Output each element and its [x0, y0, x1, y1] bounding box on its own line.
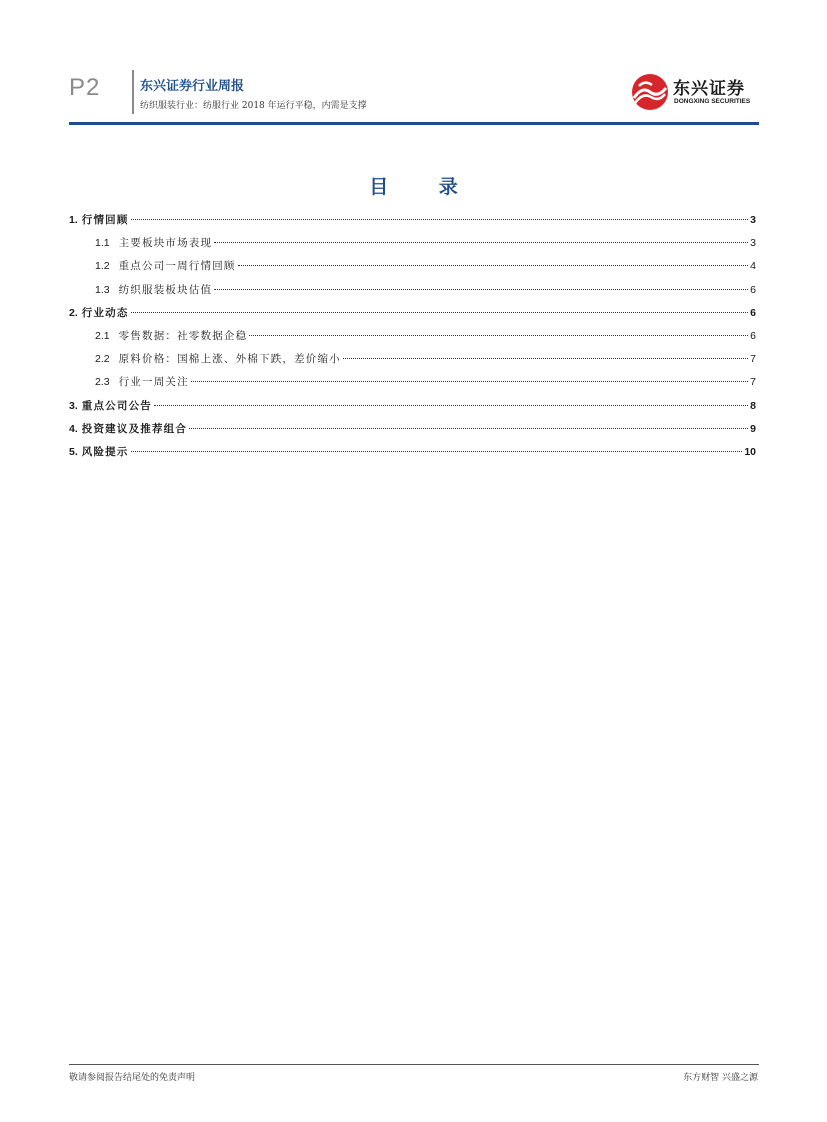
toc-leader: [238, 265, 749, 266]
toc-entry-number: 1.2: [95, 260, 110, 273]
toc-entry-page: 8: [750, 399, 756, 412]
toc-entry-text: 行情回顾: [81, 214, 129, 226]
header-rule: [69, 122, 759, 125]
toc-leader: [131, 219, 749, 220]
toc-entry-text: 主要板块市场表现: [118, 237, 213, 250]
toc-entry-page: 10: [744, 445, 756, 458]
toc-entry-page: 9: [750, 422, 756, 435]
toc-entry-number: 5.: [69, 445, 78, 458]
toc-entry-page: 7: [750, 353, 756, 366]
toc-entry-page: 4: [750, 260, 756, 273]
toc-entry[interactable]: [69, 421, 756, 444]
toc-entry-number: 2.1: [95, 329, 110, 342]
toc-entry-page: 6: [750, 283, 756, 296]
toc-entry-text: 行业动态: [81, 306, 129, 319]
toc-leader: [154, 405, 748, 406]
toc-entry-page: 3: [750, 214, 756, 226]
table-of-contents: [69, 212, 756, 467]
toc-entry[interactable]: [69, 374, 756, 397]
toc-leader: [214, 289, 748, 290]
logo-emblem-icon: [630, 72, 670, 112]
report-subtitle: 纺织服装行业：纺服行业 2018 年运行平稳，内需是支撑: [140, 101, 367, 111]
toc-entry-text: 纺织服装板块估值: [118, 283, 213, 296]
toc-entry-page: 6: [750, 329, 756, 342]
toc-entry-page: 6: [750, 306, 756, 319]
toc-entry[interactable]: [69, 398, 756, 421]
toc-entry-text: 行业一周关注: [118, 376, 189, 389]
toc-entry[interactable]: [69, 258, 756, 281]
header-divider: [132, 70, 134, 114]
toc-title: 目 录: [369, 176, 480, 198]
logo-name-en: DONGXING SECURITIES: [674, 98, 751, 105]
toc-entry-number: 1.3: [95, 283, 110, 296]
toc-entry[interactable]: [69, 351, 756, 374]
toc-entry-text: 零售数据：社零数据企稳: [118, 329, 248, 342]
footer-slogan: 东方财智 兴盛之源: [683, 1073, 758, 1083]
toc-entry[interactable]: [69, 328, 756, 351]
toc-leader: [131, 312, 749, 313]
toc-entry-number: 1.: [69, 214, 78, 226]
logo-name-cn: 东兴证券: [673, 79, 745, 99]
toc-entry-text: 风险提示: [81, 445, 129, 458]
toc-entry-page: 7: [750, 376, 756, 389]
toc-leader: [343, 358, 748, 359]
toc-leader: [249, 335, 748, 336]
toc-entry-page: 3: [750, 237, 756, 250]
toc-entry-text: 投资建议及推荐组合: [81, 422, 188, 435]
toc-entry-number: 3.: [69, 399, 78, 412]
report-series-title: 东兴证券行业周报: [140, 79, 245, 94]
company-logo: [630, 72, 760, 112]
toc-entry-text: 原料价格：国棉上涨、外棉下跌，差价缩小: [118, 353, 341, 366]
toc-entry-number: 1.1: [95, 237, 110, 250]
toc-leader: [191, 381, 748, 382]
toc-entry[interactable]: [69, 282, 756, 305]
toc-entry-number: 2.: [69, 306, 78, 319]
footer-rule: [69, 1064, 759, 1065]
toc-entry[interactable]: [69, 212, 756, 235]
page-number: P2: [69, 74, 101, 101]
toc-entry[interactable]: [69, 444, 756, 467]
toc-entry-text: 重点公司一周行情回顾: [118, 260, 236, 273]
footer-disclaimer-note: 敬请参阅报告结尾处的免责声明: [69, 1073, 196, 1083]
toc-entry[interactable]: [69, 235, 756, 258]
toc-entry-text: 重点公司公告: [81, 399, 152, 412]
toc-entry[interactable]: [69, 305, 756, 328]
toc-entry-number: 2.3: [95, 376, 110, 389]
toc-entry-number: 4.: [69, 422, 78, 435]
toc-entry-number: 2.2: [95, 353, 110, 366]
toc-leader: [189, 428, 748, 429]
toc-leader: [131, 451, 743, 452]
toc-leader: [214, 242, 748, 243]
